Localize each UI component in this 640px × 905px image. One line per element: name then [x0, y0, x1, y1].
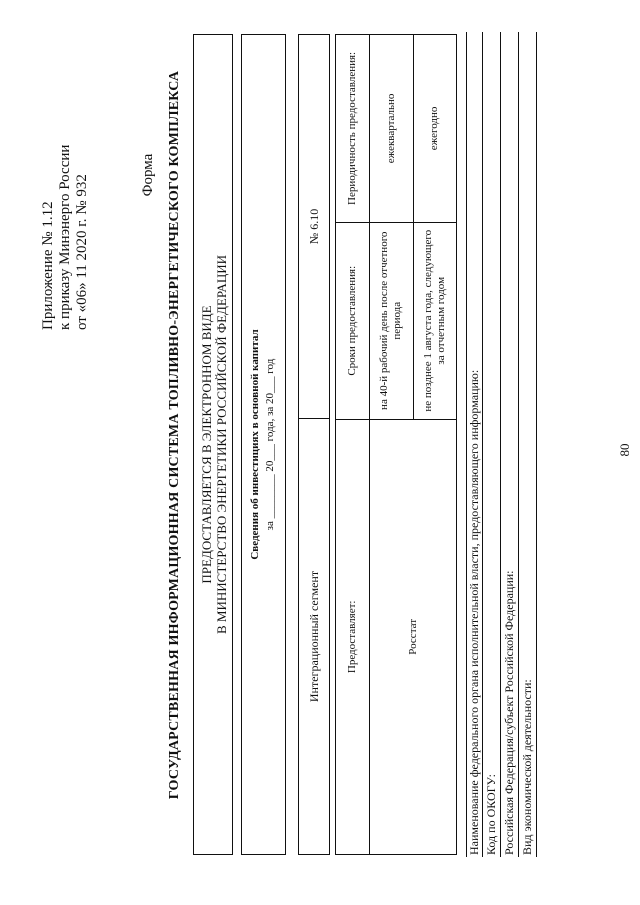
- deadline-cell: на 40-й рабочий день после отчетного периода: [370, 222, 414, 419]
- periodicity-cell: ежеквартально: [370, 35, 414, 223]
- segment-number: № 6.10: [307, 208, 321, 245]
- field-underline: [518, 32, 519, 857]
- field-underline: [536, 32, 537, 857]
- report-period: за ________ 20___ года, за 20___ год: [264, 358, 276, 531]
- submission-line-1: ПРЕДОСТАВЛЯЕТСЯ В ЭЛЕКТРОННОМ ВИДЕ: [199, 305, 214, 584]
- appendix-header: [40, 30, 91, 330]
- report-box: [241, 34, 286, 855]
- table-row: [370, 35, 414, 855]
- appendix-line-2: к приказу Минэнерго России: [57, 144, 73, 330]
- system-title: ГОСУДАРСТВЕННАЯ ИНФОРМАЦИОННАЯ СИСТЕМА ТОПЛИВНО-ЭНЕРГЕТИЧЕСКОГО КОМПЛЕКСА: [167, 70, 182, 800]
- field-region: Российская Федерация/субъект Российской Федерации:: [502, 570, 516, 855]
- field-underline: [500, 32, 501, 857]
- appendix-line-1: Приложение № 1.12: [40, 201, 56, 330]
- segment-box: [298, 34, 330, 855]
- provider-cell: Росстат: [370, 419, 457, 854]
- table-header-row: [336, 35, 370, 855]
- page-number: 80: [617, 443, 632, 457]
- periodicity-cell: ежегодно: [413, 35, 457, 223]
- field-agency-name: Наименование федерального органа исполнительной власти, предоставляющего информацию:: [467, 369, 481, 855]
- header-deadline: Сроки предоставления:: [336, 222, 370, 419]
- form-label: Форма: [140, 153, 156, 197]
- segment-label: Интеграционный сегмент: [299, 418, 329, 854]
- submission-table: [335, 34, 457, 855]
- field-activity-type: Вид экономической деятельности:: [520, 679, 534, 855]
- field-underline: [482, 32, 483, 857]
- field-okogu-code: Код по ОКОГУ:: [484, 774, 498, 855]
- deadline-cell: не позднее 1 августа года, следующего за отчетным годом: [413, 222, 457, 419]
- appendix-line-3: от «06» 11 2020 г. № 932: [74, 174, 90, 330]
- header-provider: Предоставляет:: [336, 419, 370, 854]
- header-periodicity: Периодичность предоставления:: [336, 35, 370, 223]
- submission-line-2: В МИНИСТЕРСТВО ЭНЕРГЕТИКИ РОССИЙСКОЙ ФЕДЕРАЦИИ: [214, 255, 229, 634]
- submission-box: [193, 34, 233, 855]
- report-title: Сведения об инвестициях в основной капитал: [249, 329, 261, 560]
